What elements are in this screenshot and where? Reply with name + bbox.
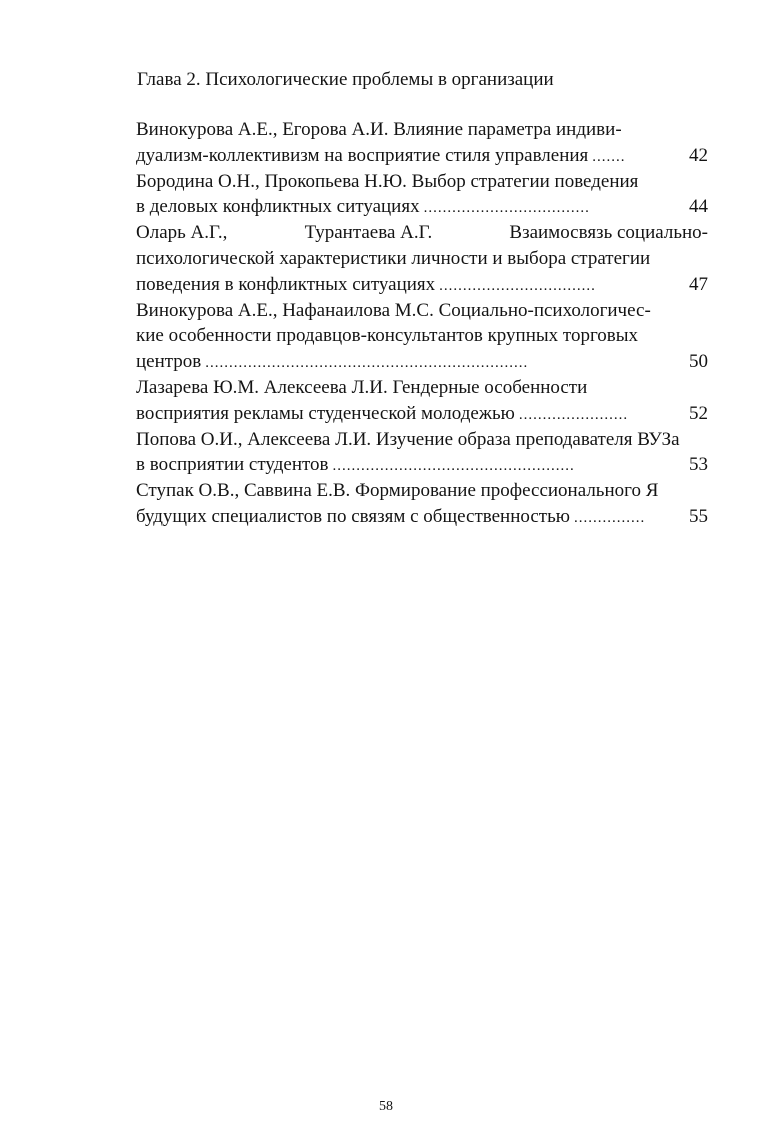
toc-entry-text: Бородина О.Н., Прокопьева Н.Ю. Выбор стратегии поведения bbox=[136, 170, 639, 192]
toc-entry-line bbox=[136, 246, 708, 272]
toc-entry-text: Винокурова А.Е., Нафанаилова М.С. Социально-психологичес- bbox=[136, 299, 651, 321]
toc-page-number: 42 bbox=[689, 144, 708, 166]
toc-entry-text: в восприятии студентов bbox=[136, 454, 329, 476]
toc-entry-line bbox=[136, 323, 708, 349]
toc-entry[interactable] bbox=[136, 220, 708, 297]
toc-page-number: 52 bbox=[689, 402, 708, 424]
toc-entry-line bbox=[136, 375, 708, 401]
toc-page-number: 44 bbox=[689, 196, 708, 218]
toc-entry-line bbox=[136, 349, 708, 375]
toc-entry-text: Взаимосвязь социально- bbox=[509, 222, 708, 244]
dot-leader: ................................... bbox=[423, 200, 590, 217]
dot-leader: ....................... bbox=[518, 406, 629, 423]
toc-entry[interactable] bbox=[136, 427, 708, 479]
toc-entry-text: дуализм-коллективизм на восприятие стиля управления bbox=[136, 144, 589, 166]
toc-entry[interactable] bbox=[136, 478, 708, 530]
chapter-title: Глава 2. Психологические проблемы в организации bbox=[137, 69, 554, 90]
toc-entry-line bbox=[136, 298, 708, 324]
toc-entry-line bbox=[136, 169, 708, 195]
toc-page-number: 50 bbox=[689, 351, 708, 373]
toc-entry-line bbox=[136, 401, 708, 427]
toc-author-1: Оларь А.Г., bbox=[136, 222, 228, 244]
toc-entry-line bbox=[136, 117, 708, 143]
toc-entry-text: кие особенности продавцов-консультантов крупных торговых bbox=[136, 325, 639, 347]
toc-page-number: 55 bbox=[689, 505, 708, 527]
toc-entry-line bbox=[136, 220, 708, 246]
toc-page-number: 53 bbox=[689, 454, 708, 476]
toc-entry-line bbox=[136, 452, 708, 478]
toc-entry-line bbox=[136, 504, 708, 530]
page-number: 58 bbox=[379, 1099, 393, 1114]
toc-entry[interactable] bbox=[136, 169, 708, 221]
toc-entry-line bbox=[136, 478, 708, 504]
toc-entry-text: Попова О.И., Алексеева Л.И. Изучение образа преподавателя ВУЗа bbox=[136, 428, 680, 450]
toc-entry-text: поведения в конфликтных ситуациях bbox=[136, 273, 436, 295]
toc-entry-text: будущих специалистов по связям с общественностью bbox=[136, 505, 570, 527]
toc-entry[interactable] bbox=[136, 298, 708, 375]
table-of-contents bbox=[136, 117, 708, 530]
dot-leader: ............... bbox=[573, 509, 646, 526]
toc-entry-line bbox=[136, 272, 708, 298]
toc-entry-text: Лазарева Ю.М. Алексеева Л.И. Гендерные особенности bbox=[136, 376, 588, 398]
dot-leader: ................................. bbox=[439, 277, 596, 294]
toc-entry-text: в деловых конфликтных ситуациях bbox=[136, 196, 420, 218]
dot-leader: .................................................................... bbox=[205, 355, 529, 372]
toc-entry-text: центров bbox=[136, 351, 202, 373]
toc-entry[interactable] bbox=[136, 117, 708, 169]
dot-leader: ................................................... bbox=[332, 458, 575, 475]
toc-entry-text: Ступак О.В., Саввина Е.В. Формирование профессионального Я bbox=[136, 480, 659, 502]
toc-entry-text: восприятия рекламы студенческой молодежью bbox=[136, 402, 515, 424]
toc-entry-text: психологической характеристики личности и выбора стратегии bbox=[136, 247, 651, 269]
toc-entry-line bbox=[136, 427, 708, 453]
toc-entry[interactable] bbox=[136, 375, 708, 427]
toc-page-number: 47 bbox=[689, 273, 708, 295]
toc-entry-line bbox=[136, 143, 708, 169]
toc-entry-line bbox=[136, 194, 708, 220]
toc-entry-text: Винокурова А.Е., Егорова А.И. Влияние параметра индиви- bbox=[136, 119, 622, 140]
dot-leader: ....... bbox=[592, 148, 626, 165]
toc-author-2: Турантаева А.Г. bbox=[304, 222, 433, 244]
